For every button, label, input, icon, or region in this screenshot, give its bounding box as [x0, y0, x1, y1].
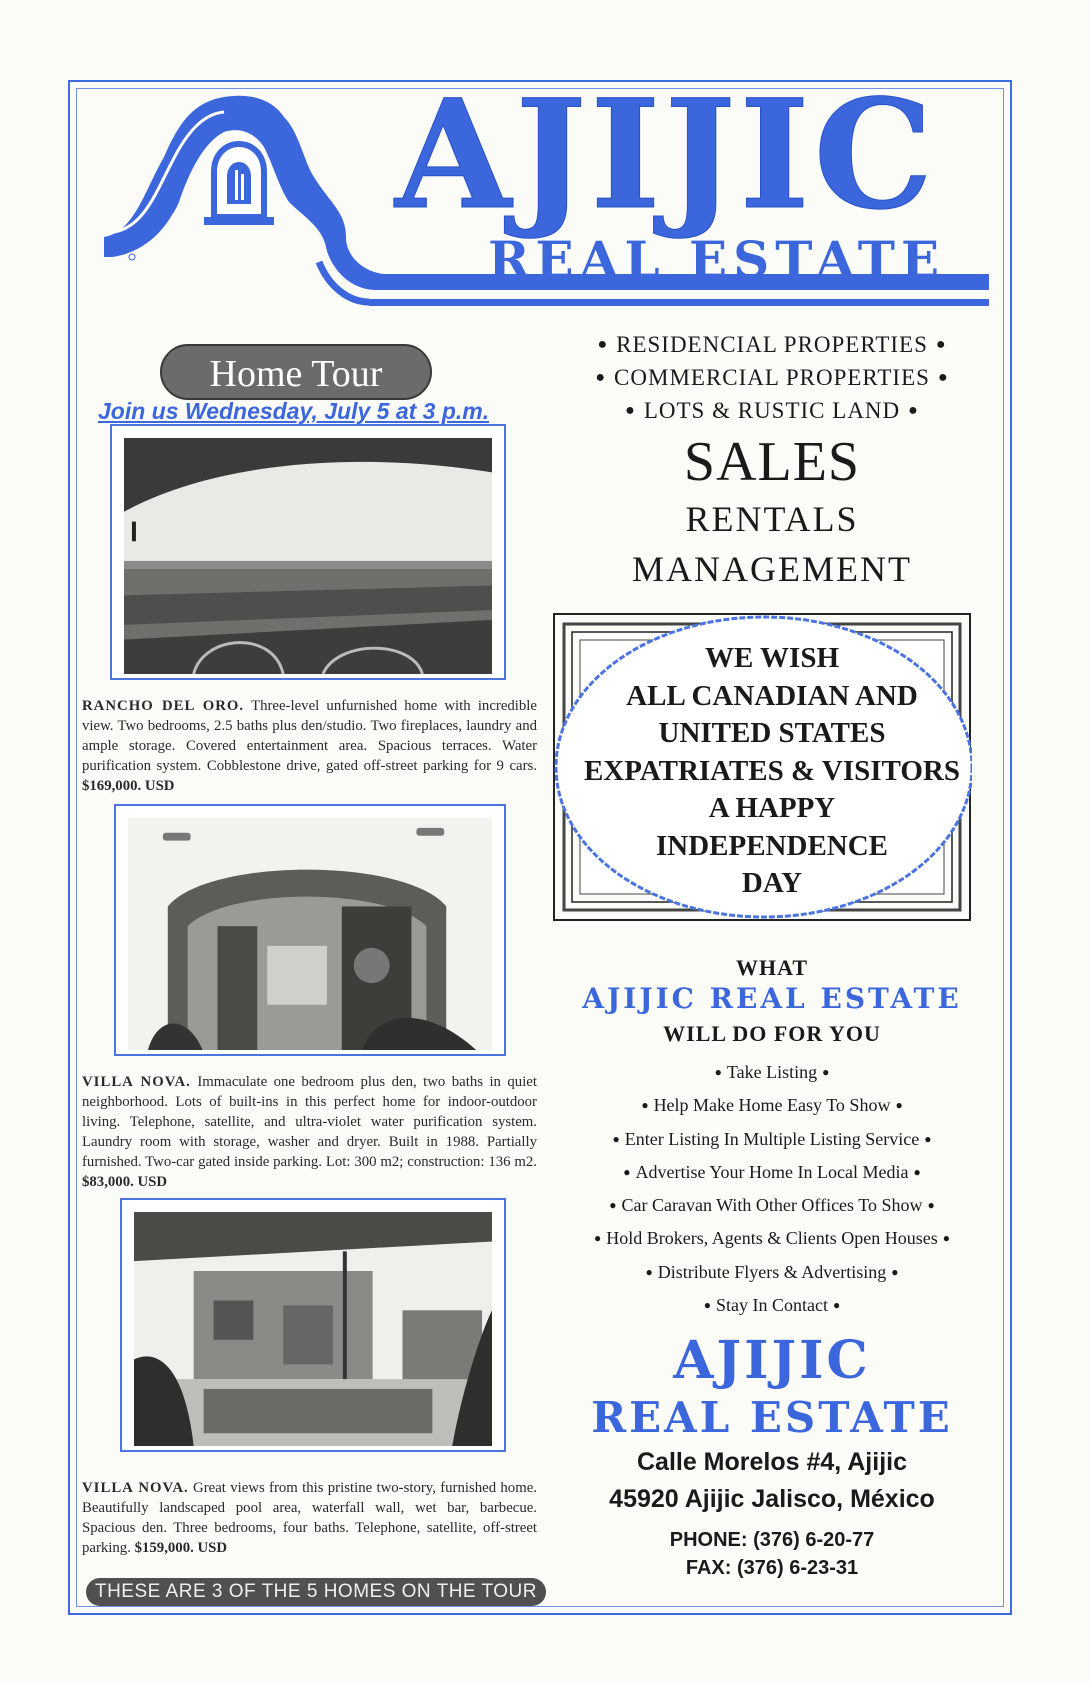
listing-1-name: RANCHO DEL ORO.	[82, 698, 245, 714]
independence-greeting: WE WISH ALL CANADIAN AND UNITED STATES EXPATRIATES & VISITORS A HAPPY INDEPENDENCE DAY	[583, 642, 961, 899]
listing-1-description: Three-level unfurnished home with incredible view. Two bedrooms, 2.5 baths plus den/studio. Two fireplaces, laundry and ample storage. Covered entertainment area. Spacious terraces. Water purification system. Cobblestone drive, gated off-street parking for 9 cars.	[82, 698, 537, 774]
listing-3-price: $159,000. USD	[134, 1540, 228, 1556]
contact-brand-line1: AJIJIC	[673, 1330, 871, 1391]
property-type-item: ● RESIDENCIAL PROPERTIES ●	[597, 332, 947, 357]
view-photo-image	[124, 438, 492, 674]
service-item: ● Help Make Home Easy To Show ●	[641, 1095, 903, 1116]
what-heading-brand: AJIJIC REAL ESTATE	[582, 982, 962, 1015]
service-item: ● Hold Brokers, Agents & Clients Open Houses ●	[594, 1228, 950, 1249]
listing-2-price: $83,000. USD	[82, 1174, 168, 1190]
service-management: MANAGEMENT	[632, 549, 912, 589]
listing-3-description: Great views from this pristine two-story, furnished home. Beautifully landscaped pool area, waterfall wall, wet bar, barbecue. Spacious den. Three bedrooms, four baths. Telephone, satellite, off-street parking.	[82, 1480, 537, 1556]
listing-photo-1	[110, 424, 506, 680]
listing-3	[82, 1478, 537, 1558]
services-list	[552, 430, 992, 594]
service-item: ● Enter Listing In Multiple Listing Service ●	[612, 1128, 932, 1149]
listing-1-price: $169,000. USD	[82, 778, 175, 794]
service-sales: SALES	[683, 431, 861, 493]
listing-2-description: Immaculate one bedroom plus den, two baths in quiet neighborhood. Lots of built-ins in this perfect home for indoor-outdoor living. Telephone, satellite, and ultra-violet water purification system. Laundry room with storage, washer and dryer. Built in 1988. Partially furnished. Two-car gated inside parking. Lot: 300 m2; construction: 136 m2.	[82, 1074, 537, 1170]
service-item: ● Take Listing ●	[714, 1062, 830, 1082]
service-rentals: RENTALS	[685, 499, 859, 539]
listing-2	[82, 1072, 537, 1192]
home-tour-badge: Home Tour	[160, 344, 432, 400]
service-item: ● Car Caravan With Other Offices To Show ●	[609, 1195, 935, 1216]
listing-photo-2	[114, 804, 506, 1056]
services-checklist	[552, 1056, 992, 1322]
service-item: ● Advertise Your Home In Local Media ●	[623, 1161, 921, 1182]
property-type-item: ● COMMERCIAL PROPERTIES ●	[595, 365, 949, 390]
what-heading-bottom: WILL DO FOR YOU	[663, 1021, 881, 1046]
brand-subtitle: REAL ESTATE	[488, 230, 946, 289]
phone-number: PHONE: (376) 6-20-77	[669, 1529, 875, 1551]
listing-2-name: VILLA NOVA.	[82, 1074, 191, 1090]
what-we-do	[552, 954, 992, 1322]
address-line1: Calle Morelos #4, Ajijic	[636, 1448, 907, 1476]
listing-photo-3	[120, 1198, 506, 1452]
contact-block	[552, 1330, 992, 1582]
service-item: ● Distribute Flyers & Advertising ●	[645, 1261, 899, 1282]
listing-3-name: VILLA NOVA.	[82, 1480, 189, 1496]
tour-footer-banner: THESE ARE 3 OF THE 5 HOMES ON THE TOUR	[86, 1578, 546, 1606]
archway-photo-image	[128, 818, 492, 1050]
tour-date: Join us Wednesday, July 5 at 3 p.m.	[98, 398, 490, 424]
listing-1	[82, 696, 537, 796]
service-item: ● Stay In Contact ●	[703, 1295, 841, 1316]
brand-title: AJIJIC	[395, 67, 938, 243]
pool-photo-image	[134, 1212, 492, 1446]
what-heading-top: WHAT	[735, 955, 809, 980]
fax-number: FAX: (376) 6-23-31	[685, 1557, 859, 1579]
contact-brand-line2: REAL ESTATE	[591, 1393, 953, 1442]
property-type-item: ● LOTS & RUSTIC LAND ●	[625, 398, 919, 423]
property-types	[552, 328, 992, 427]
address-line2: 45920 Ajijic Jalisco, México	[609, 1485, 935, 1513]
